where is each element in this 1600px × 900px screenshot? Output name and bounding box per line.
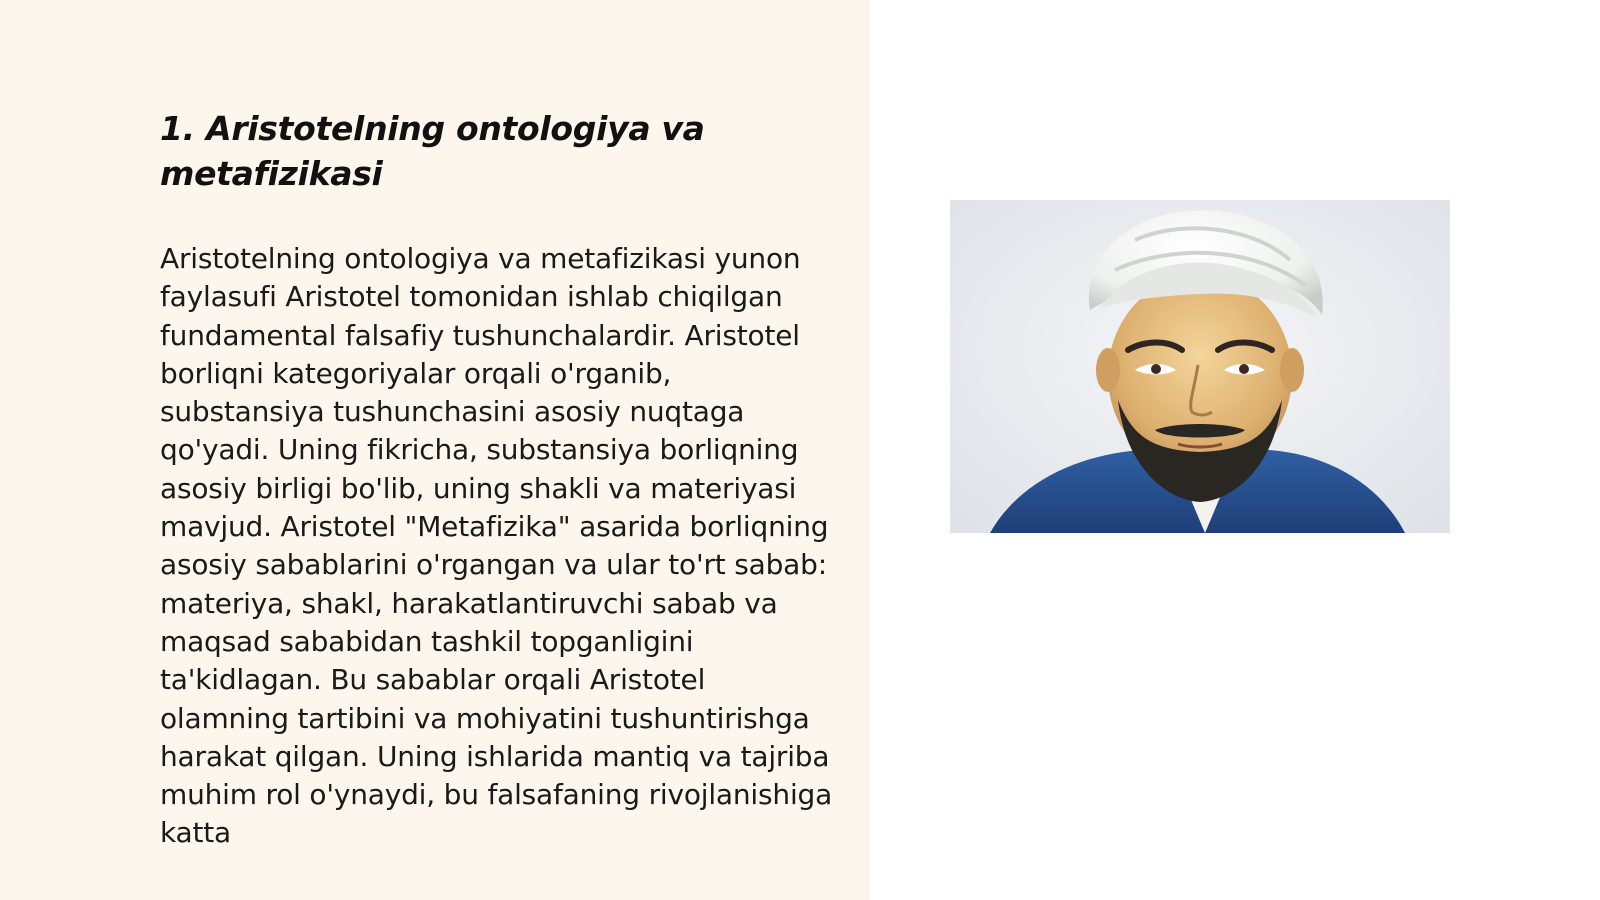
slide-paragraph: Aristotelning ontologiya va metafizikasi yunon faylasufi Aristotel tomonidan ishlab chiqilgan fundamental falsafiy tushunchalardir. Aristotel borliqni kategoriyalar orqali o'rganib, substansiya tushunchasini asosiy nuqtaga qo'yadi. Uning fikricha, substansiya borliqning asosiy birligi bo'lib, uning shakli va materiyasi mavjud. Aristotel "Metafizika" asarida borliqning asosiy sabablarini o'rgangan va ular to'rt sabab: materiya, shakl, harakatlantiruvchi sabab va maqsad sababidan tashkil topganligini ta'kidlagan. Bu sabablar orqali Aristotel olamning tartibini va mohiyatini tushuntirishga harakat qilgan. Uning ishlarida mantiq va tajriba muhim rol o'ynaydi, bu falsafaning rivojlanishiga katta — [160, 242, 833, 850]
slide-title: 1. Aristotelning ontologiya va metafizikasi — [160, 109, 705, 193]
portrait-image — [950, 200, 1450, 533]
text-content — [160, 106, 840, 853]
portrait-illustration — [950, 200, 1450, 533]
